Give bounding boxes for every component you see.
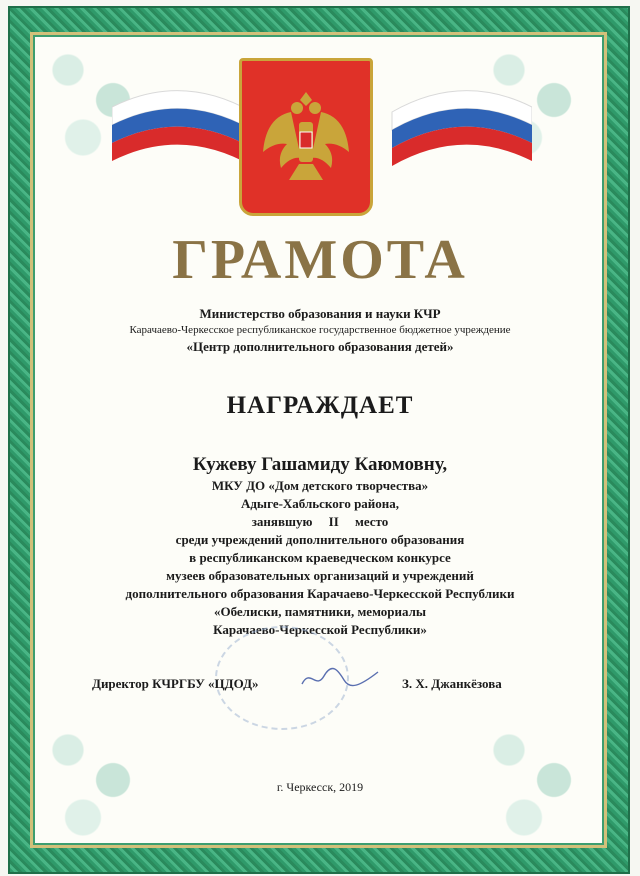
body-line: «Обелиски, памятники, мемориалы — [213, 604, 427, 619]
handwritten-signature — [300, 666, 380, 690]
body-line: Карачаево-Черкесской Республики» — [213, 622, 427, 637]
body-line: среди учреждений дополнительного образования — [175, 532, 465, 547]
recipient-name: Кужеву Гашамиду Каюмовну, — [192, 454, 448, 475]
awards-heading: НАГРАЖДАЕТ — [226, 392, 414, 419]
coat-of-arms-icon — [239, 58, 373, 216]
director-name: З. Х. Джанкёзова — [402, 676, 502, 691]
director-title: Директор КЧРГБУ «ЦДОД» — [92, 676, 259, 691]
body-line: дополнительного образования Карачаево-Черкесской Республики — [125, 586, 515, 601]
city-year: г. Черкесск, 2019 — [276, 780, 364, 794]
body-line: МКУ ДО «Дом детского творчества» — [211, 478, 429, 493]
ministry-name: Министерство образования и науки КЧР — [199, 306, 441, 321]
institution-type: Карачаево-Черкесское республиканское государственное бюджетное учреждение — [129, 324, 511, 336]
institution-name: «Центр дополнительного образования детей» — [186, 339, 454, 354]
body-line: в республиканском краеведческом конкурсе — [189, 550, 451, 565]
certificate-title: ГРАМОТА — [172, 229, 468, 291]
body-line: Адыге-Хабльского района, — [240, 496, 400, 511]
body-line: занявшую II место — [251, 514, 389, 529]
body-line: музеев образовательных организаций и учреждений — [166, 568, 474, 583]
